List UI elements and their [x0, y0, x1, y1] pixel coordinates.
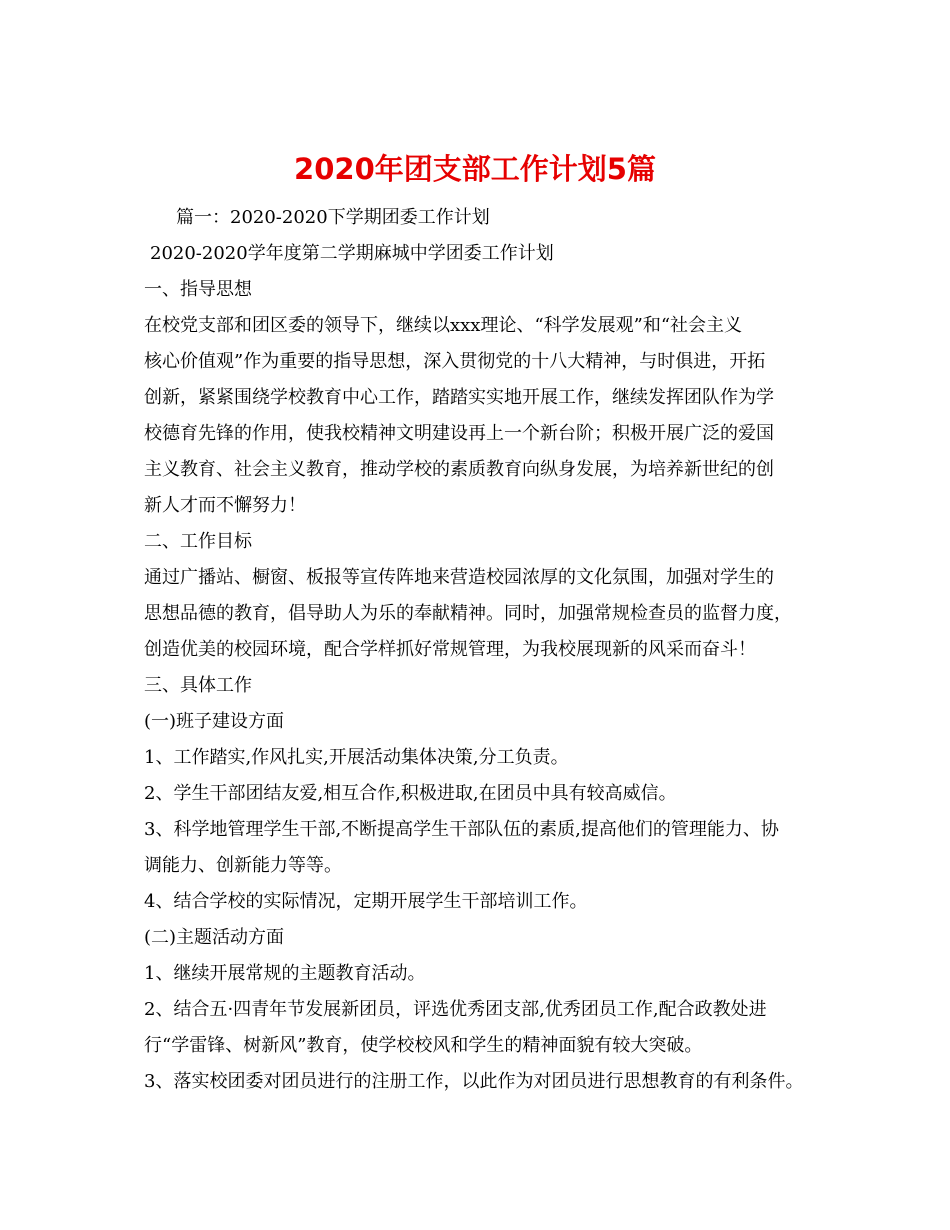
- list-item: 2、结合五·四青年节发展新团员，评选优秀团支部,优秀团员工作,配合政教处进: [144, 999, 767, 1020]
- paragraph-line: 创造优美的校园环境，配合学样抓好常规管理，为我校展现新的风采而奋斗！: [144, 639, 756, 660]
- paragraph-line: 主义教育、社会主义教育，推动学校的素质教育向纵身发展，为培养新世纪的创: [144, 459, 774, 480]
- list-item-continuation: 调能力、创新能力等等。: [144, 855, 342, 876]
- document-title: 2020年团支部工作计划5篇: [294, 152, 656, 187]
- list-item: 2、学生干部团结友爱,相互合作,积极进取,在团员中具有较高威信。: [144, 783, 677, 804]
- list-item: 3、科学地管理学生干部,不断提高学生干部队伍的素质,提高他们的管理能力、协: [144, 819, 779, 840]
- list-item-continuation: 行“学雷锋、树新风”教育，使学校校风和学生的精神面貌有较大突破。: [144, 1035, 703, 1056]
- paragraph-line: 新人才而不懈努力！: [144, 495, 306, 516]
- section-heading: 篇一：2020-2020下学期团委工作计划: [176, 207, 490, 228]
- list-item: 4、结合学校的实际情况，定期开展学生干部培训工作。: [144, 891, 588, 912]
- paragraph-line: 在校党支部和团区委的领导下，继续以xxx理论、“科学发展观”和“社会主义: [144, 315, 743, 336]
- section-heading: 一、指导思想: [144, 279, 252, 300]
- paragraph-line: 核心价值观”作为重要的指导思想，深入贯彻党的十八大精神，与时俱进，开拓: [144, 351, 766, 372]
- section-heading: 三、具体工作: [144, 675, 252, 696]
- list-item: 1、继续开展常规的主题教育活动。: [144, 963, 426, 984]
- paragraph-line: 创新，紧紧围绕学校教育中心工作，踏踏实实地开展工作，继续发挥团队作为学: [144, 387, 774, 408]
- list-item: 3、落实校团委对团员进行的注册工作，以此作为对团员进行思想教育的有利条件。: [144, 1071, 804, 1092]
- paragraph-line: 校德育先锋的作用，使我校精神文明建设再上一个新台阶；积极开展广泛的爱国: [144, 423, 774, 444]
- section-heading: 二、工作目标: [144, 531, 252, 552]
- subsection-heading: (一)班子建设方面: [144, 711, 285, 732]
- subsection-heading: (二)主题活动方面: [144, 927, 285, 948]
- paragraph-line: 思想品德的教育，倡导助人为乐的奉献精神。同时，加强常规检查员的监督力度，: [144, 603, 792, 624]
- paragraph-line: 通过广播站、橱窗、板报等宣传阵地来营造校园浓厚的文化氛围，加强对学生的: [144, 567, 774, 588]
- list-item: 1、工作踏实,作风扎实,开展活动集体决策,分工负责。: [144, 747, 569, 768]
- document-body: [144, 200, 814, 1100]
- subtitle-line: 2020-2020学年度第二学期麻城中学团委工作计划: [150, 243, 554, 264]
